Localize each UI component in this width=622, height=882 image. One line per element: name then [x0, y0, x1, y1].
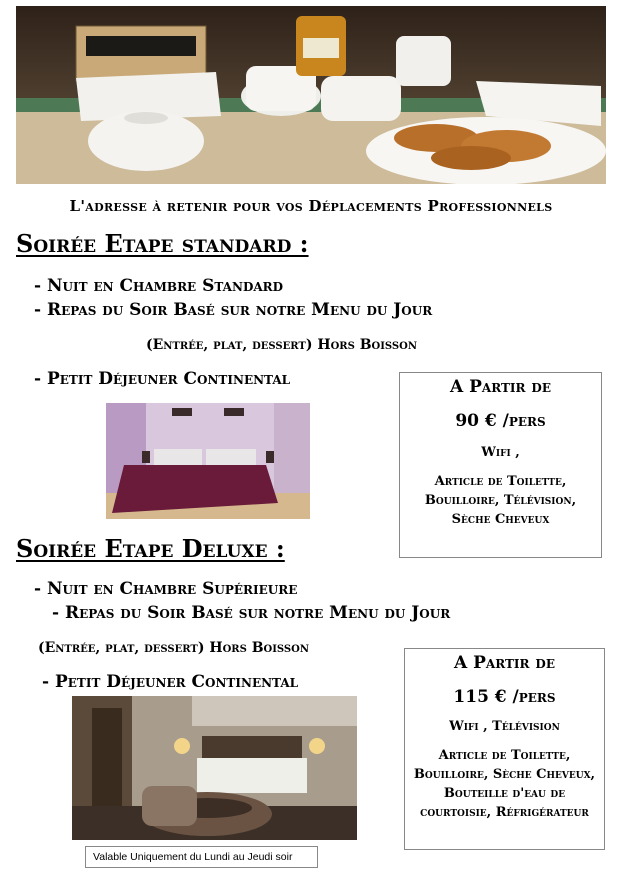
standard-title: Soirée Etape standard : — [16, 229, 309, 258]
tagline: L'adresse à retenir pour vos Déplacements Professionnels — [69, 197, 553, 215]
standard-item-dinner: - Repas du Soir Basé sur notre Menu du Jour — [34, 300, 433, 320]
deluxe-from-label: A Partir de — [454, 653, 555, 673]
deluxe-price-box — [404, 648, 605, 850]
deluxe-item-room: - Nuit en Chambre Supérieure — [34, 579, 298, 599]
standard-item-room: - Nuit en Chambre Standard — [34, 276, 284, 296]
deluxe-item-dinner: - Repas du Soir Basé sur notre Menu du Jour — [52, 603, 451, 623]
standard-item-breakfast: - Petit Déjeuner Continental — [34, 369, 291, 389]
standard-wifi: Wifi , — [481, 445, 520, 460]
standard-amenities: Article de Toilette, Bouilloire, Télévision, Sèche Cheveux — [424, 474, 577, 527]
deluxe-wifi-tv: Wifi , Télévision — [449, 719, 560, 734]
standard-price: 90 € /pers — [455, 411, 546, 431]
standard-dinner-detail: (Entrée, plat, dessert) Hors Boisson — [146, 337, 417, 353]
deluxe-price: 115 € /pers — [453, 687, 556, 707]
deluxe-room-photo — [72, 696, 357, 840]
validity-note: Valable Uniquement du Lundi au Jeudi soir — [85, 846, 318, 868]
deluxe-title: Soirée Etape Deluxe : — [16, 534, 285, 563]
standard-room-photo — [106, 403, 310, 519]
deluxe-item-breakfast: - Petit Déjeuner Continental — [42, 672, 299, 692]
standard-from-label: A Partir de — [450, 377, 551, 397]
deluxe-amenities: Article de Toilette, Bouilloire, Sèche Cheveux, Bouteille d'eau de courtoisie, Réfrigérateur — [413, 748, 596, 820]
deluxe-dinner-detail: (Entrée, plat, dessert) Hors Boisson — [38, 640, 309, 656]
breakfast-photo — [16, 6, 606, 184]
standard-price-box — [399, 372, 602, 558]
